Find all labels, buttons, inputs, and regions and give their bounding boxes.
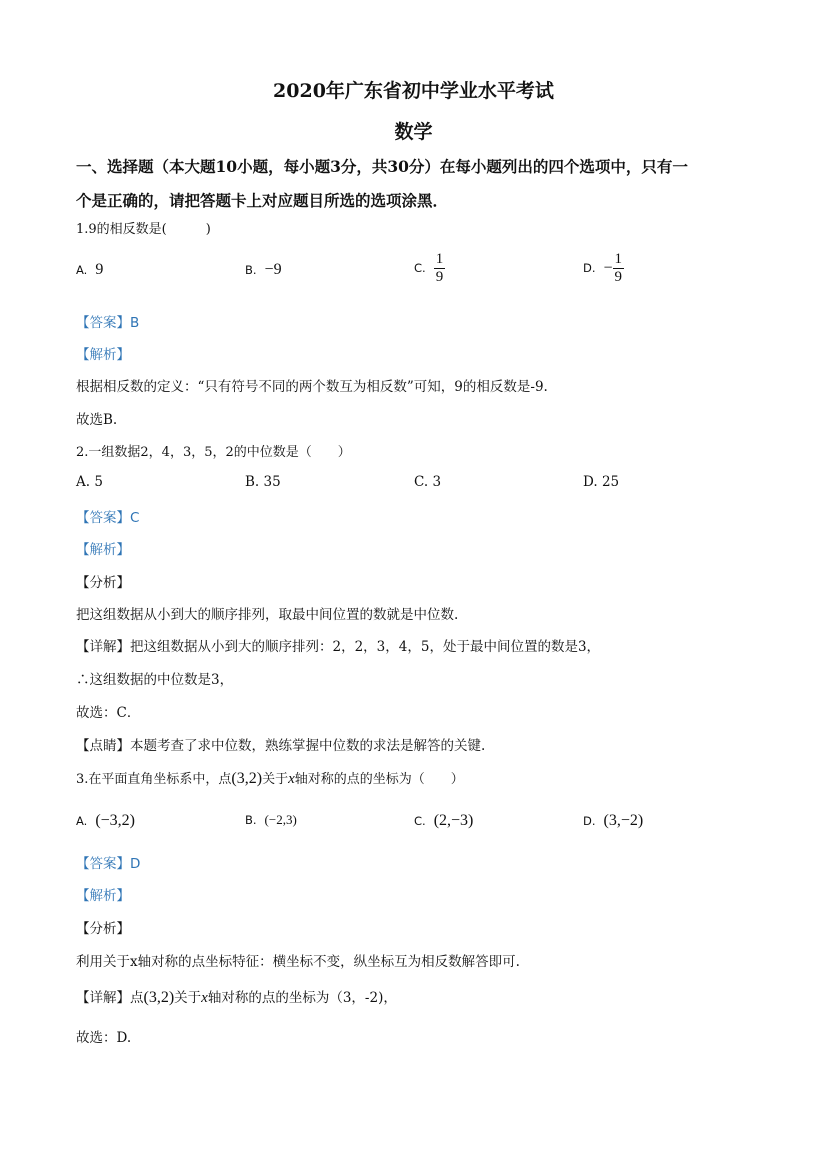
q3-stem-prefix: 3.在平面直角坐标系中，点 bbox=[76, 772, 232, 787]
option-label: A. bbox=[76, 263, 88, 277]
q3-detail bbox=[76, 986, 397, 1007]
q3-option-a bbox=[76, 812, 135, 830]
q1-stem: 1.9的相反数是( ) bbox=[76, 222, 211, 237]
section-heading-line2: 个是正确的，请把答题卡上对应题目所选的选项涂黑． bbox=[76, 191, 449, 210]
q3-detail-point: (3,2) bbox=[143, 989, 175, 1006]
q2-comment: 【点睛】本题考查了求中位数，熟练掌握中位数的求法是解答的关键. bbox=[76, 738, 486, 754]
q1-option-a bbox=[76, 261, 103, 279]
fraction-denominator: 9 bbox=[614, 269, 623, 285]
q1-option-b bbox=[245, 261, 282, 279]
option-value: 5 bbox=[94, 474, 103, 490]
option-label: C. bbox=[414, 261, 426, 275]
q1-explanation: 根据相反数的定义：“只有符号不同的两个数互为相反数”可知，9的相反数是-9. bbox=[76, 379, 548, 395]
q3-point: (3,2) bbox=[231, 770, 263, 787]
q3-option-c bbox=[414, 812, 473, 830]
q3-detail-mid: 关于 bbox=[174, 990, 202, 1006]
option-label: B. bbox=[245, 263, 257, 277]
q3-detail-suffix: 轴对称的点的坐标为（3，-2)， bbox=[207, 990, 397, 1006]
q1-answer: 【答案】B bbox=[76, 315, 140, 331]
option-label: C. bbox=[414, 474, 429, 490]
q3-choose: 故选：D. bbox=[76, 1030, 132, 1046]
page-title: 2020年广东省初中学业水平考试 bbox=[273, 80, 554, 102]
q1-analysis-tag: 【解析】 bbox=[76, 347, 130, 363]
option-value: (−3,2) bbox=[95, 812, 136, 829]
q3-fenxi: 利用关于x轴对称的点坐标特征：横坐标不变，纵坐标互为相反数解答即可. bbox=[76, 954, 520, 970]
option-label: C. bbox=[414, 814, 426, 828]
q1-choose: 故选B. bbox=[76, 412, 118, 428]
q2-option-c bbox=[414, 474, 441, 490]
minus-sign: − bbox=[603, 259, 613, 277]
q1-option-c bbox=[414, 251, 445, 286]
q2-fenxi: 把这组数据从小到大的顺序排列，取最中间位置的数就是中位数. bbox=[76, 607, 459, 623]
subject-title: 数学 bbox=[394, 121, 433, 143]
option-label: D. bbox=[583, 261, 596, 275]
option-label: A. bbox=[76, 814, 88, 828]
q2-option-a bbox=[76, 474, 103, 490]
option-value: (2,−3) bbox=[433, 812, 474, 829]
option-value: 25 bbox=[601, 474, 620, 490]
q3-fenxi-tag: 【分析】 bbox=[76, 921, 130, 937]
fraction bbox=[434, 251, 446, 286]
option-value: (3,−2) bbox=[603, 812, 644, 829]
q3-option-d bbox=[583, 812, 643, 830]
option-label: D. bbox=[583, 474, 598, 490]
q3-analysis-tag: 【解析】 bbox=[76, 888, 130, 904]
q2-detail: 【详解】把这组数据从小到大的顺序排列：2，2，3，4，5，处于最中间位置的数是3， bbox=[76, 639, 601, 655]
fraction-denominator: 9 bbox=[435, 269, 444, 285]
q2-analysis-tag: 【解析】 bbox=[76, 542, 130, 558]
option-value: (−2,3) bbox=[264, 812, 297, 827]
option-label: B. bbox=[245, 474, 260, 490]
section-heading-line1: 一、选择题（本大题10小题，每小题3分，共30分）在每小题列出的四个选项中，只有一 bbox=[76, 157, 688, 176]
q3-stem-suffix: 轴对称的点的坐标为（ ） bbox=[294, 772, 464, 787]
q3-option-b bbox=[245, 812, 297, 828]
q3-answer: 【答案】D bbox=[76, 856, 141, 872]
fraction-numerator: 1 bbox=[435, 251, 444, 267]
q2-answer: 【答案】C bbox=[76, 510, 140, 526]
q3-stem-mid: 关于 bbox=[262, 772, 289, 787]
fraction bbox=[613, 251, 625, 286]
q1-option-d bbox=[583, 251, 624, 286]
q3-stem bbox=[76, 768, 464, 788]
option-label: D. bbox=[583, 814, 596, 828]
q2-option-b bbox=[245, 474, 281, 490]
fraction-numerator: 1 bbox=[614, 251, 623, 267]
q2-option-d bbox=[583, 474, 619, 490]
option-value: 3 bbox=[432, 474, 442, 490]
q3-detail-prefix: 【详解】点 bbox=[76, 990, 144, 1006]
q3-detail-axis: x bbox=[201, 990, 208, 1006]
option-value: 35 bbox=[263, 474, 281, 490]
q2-therefore: ∴这组数据的中位数是3， bbox=[76, 672, 234, 688]
q3-axis: x bbox=[288, 771, 295, 787]
option-label: A. bbox=[76, 474, 91, 490]
option-value: −9 bbox=[264, 261, 282, 278]
option-label: B. bbox=[245, 813, 257, 827]
q2-fenxi-tag: 【分析】 bbox=[76, 575, 130, 591]
option-value: 9 bbox=[95, 261, 104, 278]
q2-stem: 2.一组数据2，4，3，5，2的中位数是（ ） bbox=[76, 445, 351, 460]
q2-choose: 故选：C． bbox=[76, 705, 141, 721]
